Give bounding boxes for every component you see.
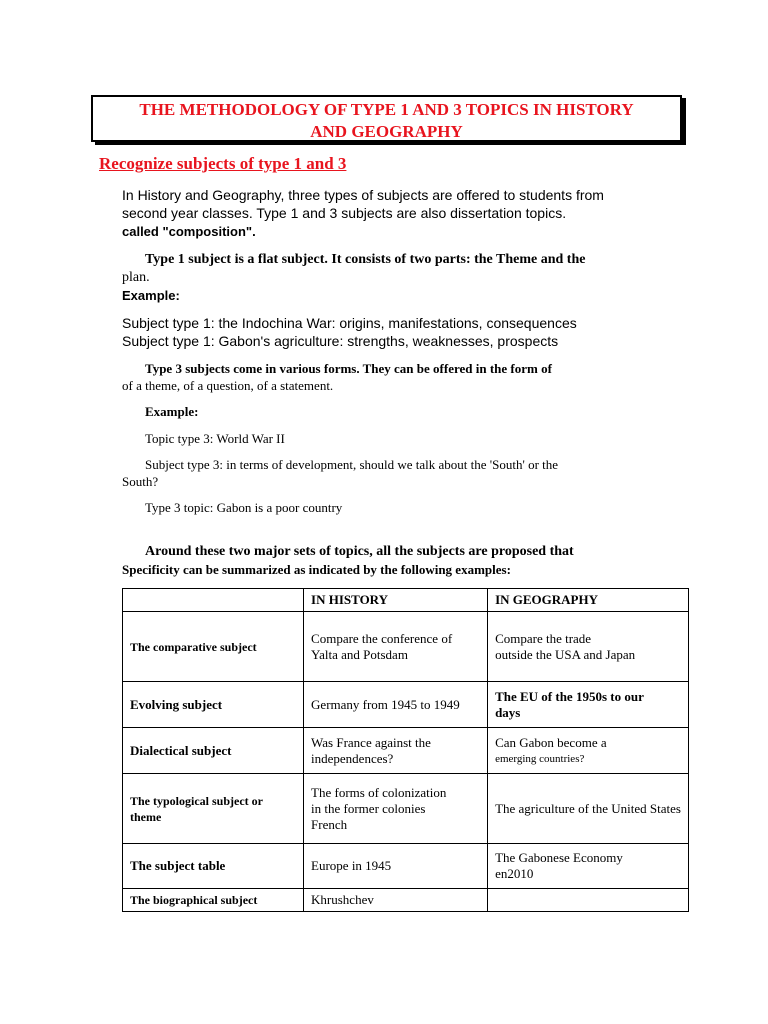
cell-line: The EU of the 1950s to our: [495, 688, 644, 704]
geography-cell: [488, 889, 689, 912]
cell-line: Compare the conference of: [311, 630, 453, 646]
geography-cell: [488, 728, 689, 774]
document-title: [91, 95, 682, 142]
history-cell: [304, 844, 488, 889]
cell-line: emerging countries?: [495, 752, 585, 765]
geography-cell: [488, 774, 689, 844]
subjects-table: [122, 588, 689, 912]
type1-line-1: Type 1 subject is a flat subject. It consists of two parts: the Theme and the: [145, 252, 586, 267]
cell-line: The agriculture of the United States: [495, 800, 681, 816]
intro-line-2: second year classes. Type 1 and 3 subjects are also dissertation topics.: [122, 205, 567, 221]
row-label: Dialectical subject: [123, 728, 304, 774]
row-label: The subject table: [123, 844, 304, 889]
cell-line: French: [311, 816, 348, 832]
example3-line-3: Type 3 topic: Gabon is a poor country: [145, 500, 343, 515]
table-row: [123, 728, 689, 774]
row-label: The biographical subject: [123, 889, 304, 912]
cell-line: in the former colonies: [311, 800, 426, 816]
row-label: [123, 774, 304, 844]
cell-line: Germany from 1945 to 1949: [311, 696, 460, 712]
example3-line-2a: Subject type 3: in terms of development, should we talk about the 'South' or the: [145, 457, 559, 472]
intro-line-3: called "composition".: [122, 224, 256, 239]
example-heading-1: Example:: [122, 288, 180, 303]
title-line-2: AND GEOGRAPHY: [310, 122, 463, 141]
cell-line: independences?: [311, 750, 394, 766]
cell-line: Europe in 1945: [311, 858, 392, 873]
around-line-2: Specificity can be summarized as indicated by the following examples:: [122, 562, 511, 577]
cell-line: Was France against the: [311, 734, 431, 750]
header-cell-geography: IN GEOGRAPHY: [488, 589, 689, 612]
title-line-1: THE METHODOLOGY OF TYPE 1 AND 3 TOPICS IN HISTORY: [139, 100, 634, 119]
cell-line: Yalta and Potsdam: [311, 646, 408, 662]
header-cell-empty: [123, 589, 304, 612]
cell-line: Compare the trade: [495, 630, 592, 646]
table-row: [123, 844, 689, 889]
cell-line: outside the USA and Japan: [495, 646, 636, 662]
type3-line-2: of a theme, of a question, of a statement.: [122, 378, 334, 393]
example3-line-2b: South?: [122, 474, 159, 489]
cell-line: The typological subject or: [130, 793, 263, 808]
section-heading: Recognize subjects of type 1 and 3: [99, 154, 347, 173]
intro-line-1: In History and Geography, three types of subjects are offered to students from: [122, 187, 604, 203]
history-cell: [304, 774, 488, 844]
history-cell: [304, 612, 488, 682]
header-cell-history: IN HISTORY: [304, 589, 488, 612]
cell-line: The Gabonese Economy: [495, 850, 623, 865]
example1-line-1: Subject type 1: the Indochina War: origins, manifestations, consequences: [122, 315, 577, 331]
geography-cell: [488, 682, 689, 728]
row-label: The comparative subject: [123, 612, 304, 682]
geography-cell: [488, 844, 689, 889]
around-line-1: Around these two major sets of topics, all the subjects are proposed that: [145, 544, 574, 559]
cell-line: The forms of colonization: [311, 784, 447, 800]
cell-line: theme: [130, 809, 162, 824]
type1-line-2: plan.: [122, 270, 150, 285]
row-label: Evolving subject: [123, 682, 304, 728]
example3-line-1: Topic type 3: World War II: [145, 431, 285, 446]
table-header-row: [123, 589, 689, 612]
table-row: [123, 612, 689, 682]
cell-line: days: [495, 704, 521, 720]
type3-line-1: Type 3 subjects come in various forms. They can be offered in the form of: [145, 361, 552, 376]
table-row: [123, 889, 689, 912]
history-cell: [304, 682, 488, 728]
cell-line: Can Gabon become a: [495, 734, 607, 750]
history-cell: [304, 728, 488, 774]
history-cell: [304, 889, 488, 912]
cell-line: Khrushchev: [311, 892, 374, 907]
example-heading-2: Example:: [145, 404, 199, 419]
table-row: [123, 774, 689, 844]
cell-line: en2010: [495, 866, 534, 881]
table-row: [123, 682, 689, 728]
geography-cell: [488, 612, 689, 682]
example1-line-2: Subject type 1: Gabon's agriculture: strengths, weaknesses, prospects: [122, 333, 559, 349]
